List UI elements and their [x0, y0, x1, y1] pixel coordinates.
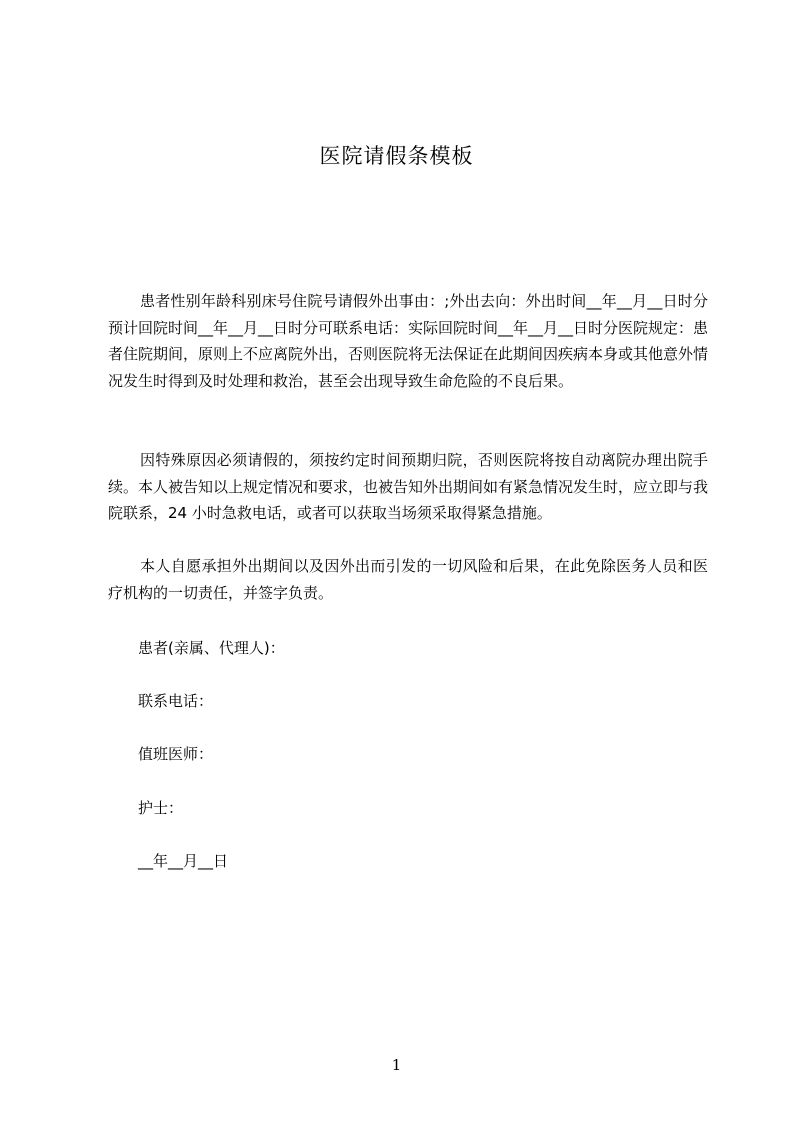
document-title: 医院请假条模板 — [319, 144, 474, 168]
date-label: __年__月__日 — [138, 852, 229, 870]
paragraph-request-details: 患者性别年龄科别床号住院号请假外出事由：;外出去向：外出时间__年__月__日时分预计回院时间__年__月__日时分可联系电话：实际回院时间__年__月__日时分医院规定：患者住院期间，原则上不应离院外出，否则医院将无法保证在此期间因疾病本身或其他意外情况发生时得到及时处理和救治，甚至会出现导致生命危险的不良后果。 — [108, 292, 709, 390]
paragraph-return-rules: 因特殊原因必须请假的，须按约定时间预期归院，否则医院将按自动离院办理出院手续。本人被告知以上规定情况和要求，也被告知外出期间如有紧急情况发生时，应立即与我院联系，24 小时急救电话，或者可以获取当场须采取得紧急措施。 — [108, 451, 709, 522]
contact-phone-label: 联系电话： — [138, 692, 214, 710]
nurse-signature-label: 护士： — [138, 799, 184, 817]
patient-signature-label: 患者(亲属、代理人)： — [138, 639, 285, 657]
paragraph-liability: 本人自愿承担外出期间以及因外出而引发的一切风险和后果，在此免除医务人员和医疗机构的一切责任，并签字负责。 — [108, 557, 708, 602]
doctor-signature-label: 值班医师： — [138, 745, 214, 763]
page-number: 1 — [391, 1056, 402, 1074]
